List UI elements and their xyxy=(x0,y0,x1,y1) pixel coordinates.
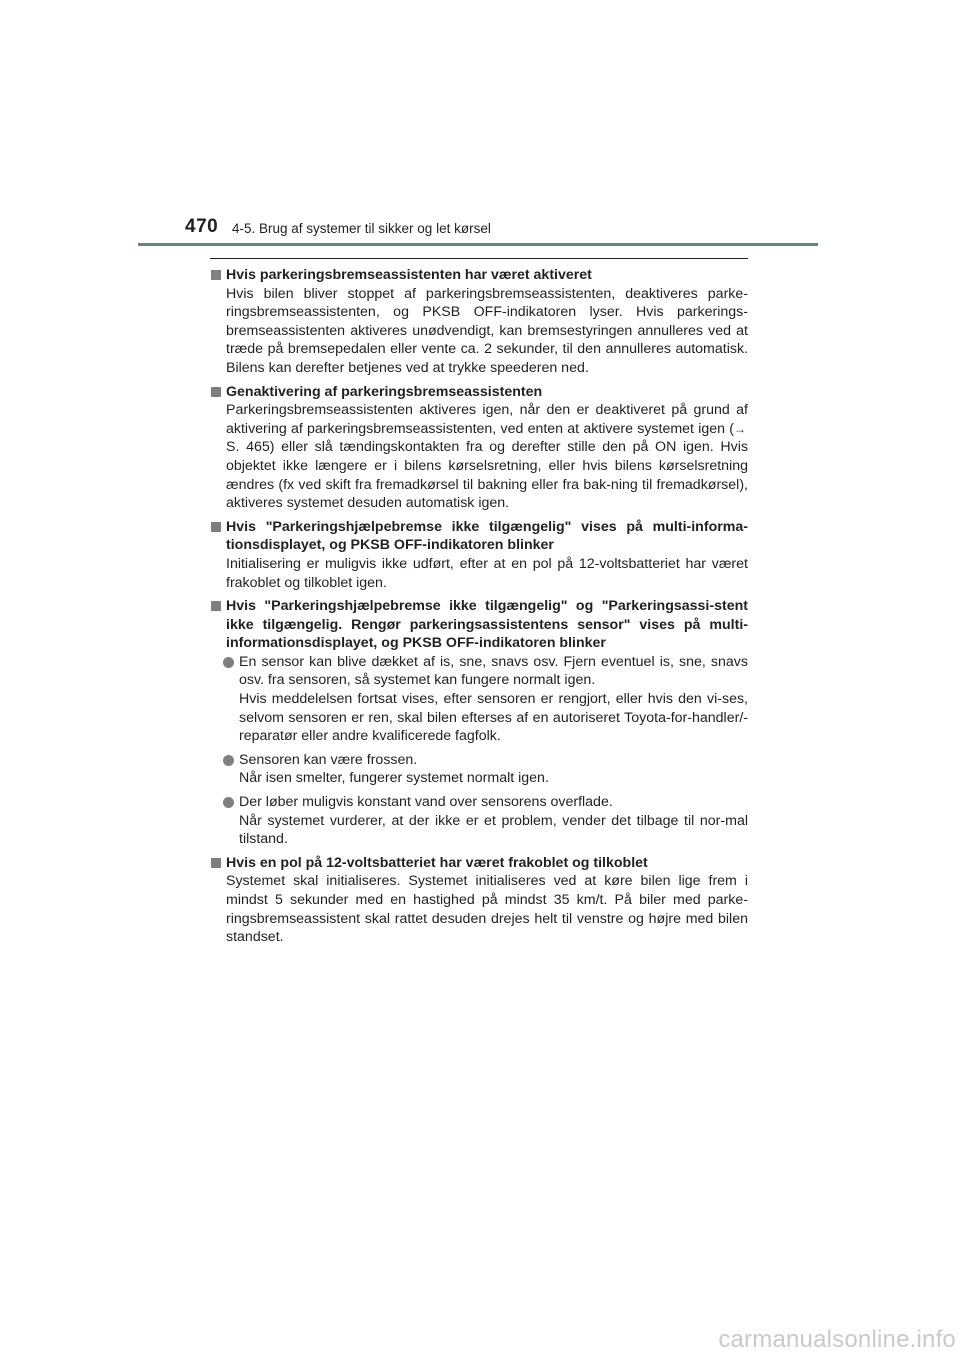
square-bullet-icon xyxy=(211,601,221,611)
bullet-text: Hvis meddelelsen fortsat vises, efter sensoren er rengjort, eller hvis den vi-ses, selvom sensoren er ren, skal bilen efterses af en autoriseret Toyota-for-handler/-reparatør eller andre kvalificerede fagfolk. xyxy=(239,691,748,745)
round-bullet-icon xyxy=(223,657,234,668)
square-bullet-icon xyxy=(211,858,221,868)
section-heading xyxy=(210,383,748,402)
list-item xyxy=(210,653,748,746)
header-rule xyxy=(138,243,818,246)
round-bullet-icon xyxy=(223,797,234,808)
body-text-before: Parkeringsbremseassistenten aktiveres igen, når den er deaktiveret på grund af aktivering af parkeringsbremseassistenten, ved enten at aktivere systemet igen ( xyxy=(226,402,748,437)
section-body xyxy=(210,401,748,513)
bullet-text: Når systemet vurderer, at der ikke er et problem, vender det tilbage til nor-mal tilstand. xyxy=(239,812,748,848)
bullet-text: En sensor kan blive dækket af is, sne, snavs osv. Fjern eventuel is, sne, snavs osv. fra sensoren, så systemet kan fungere normalt igen. xyxy=(239,653,748,689)
body-text-after: S. 465) eller slå tændingskontakten fra og derefter stille den på ON igen. Hvis objektet ikke længere er i bilens kørselsretning, eller hvis bilens kørselsretning ændres (fx ved skift fra fremadkørsel til bakning eller fra bak-ning til fremadkørsel), aktiveres systemet desuden automatisk igen. xyxy=(226,439,748,512)
section-divider xyxy=(210,258,748,259)
section-reactivation xyxy=(210,383,748,513)
section-body: Initialisering er muligvis ikke udført, efter at en pol på 12-voltsbatteriet har været frakoblet og tilkoblet igen. xyxy=(226,555,748,591)
chapter-title: 4-5. Brug af systemer til sikker og let kørsel xyxy=(232,221,491,236)
section-active-brake-assist xyxy=(210,266,748,378)
square-bullet-icon xyxy=(211,387,221,397)
list-item xyxy=(210,751,748,788)
section-battery-reconnected xyxy=(210,854,748,947)
section-title: Hvis parkeringsbremseassistenten har været aktiveret xyxy=(226,267,592,283)
page-number: 470 xyxy=(185,216,219,237)
section-body: Systemet skal initialiseres. Systemet initialiseres ved at køre bilen lige frem i mindst 5 sekunder med en hastighed på mindst 35 km/t. På biler med parke-ringsbremseassistent skal rattet desuden drejes helt til venstre og højre med bilen standset. xyxy=(226,873,748,946)
round-bullet-icon xyxy=(223,755,234,766)
section-heading xyxy=(210,266,748,285)
section-sensor-unavailable xyxy=(210,597,748,849)
section-title: Genaktivering af parkeringsbremseassistenten xyxy=(226,383,543,400)
section-title: Hvis "Parkeringshjælpebremse ikke tilgængelig" og "Parkeringsassi-stent ikke tilgængelig. Rengør parkeringsassistentens sensor" vises på multi-informationsdisplayet, og PKSB OFF-indikatoren blinker xyxy=(226,598,748,652)
watermark-link[interactable]: carmanualsonline.info xyxy=(718,1326,956,1353)
page-reference-arrow-icon: → xyxy=(734,421,746,436)
section-heading xyxy=(210,597,748,653)
section-brake-unavailable xyxy=(210,518,748,592)
bullet-text: Sensoren kan være frossen. xyxy=(239,751,418,768)
section-heading xyxy=(210,854,748,873)
section-title: Hvis en pol på 12-voltsbatteriet har været frakoblet og tilkoblet xyxy=(226,854,648,871)
page-content xyxy=(210,266,748,952)
square-bullet-icon xyxy=(211,522,221,532)
square-bullet-icon xyxy=(211,270,221,280)
bullet-text: Når isen smelter, fungerer systemet normalt igen. xyxy=(239,770,549,787)
section-body: Hvis bilen bliver stoppet af parkeringsbremseassistenten, deaktiveres parke-ringsbremseassistenten, og PKSB OFF-indikatoren lyser. Hvis parkerings-bremseassistenten aktiveres unødvendigt, kan bremsestyringen annulleres ved at træde på bremsepedalen eller vente ca. 2 sekunder, til den annulleres automatisk. Bilens kan derefter betjenes ved at trykke speederen ned. xyxy=(226,285,748,376)
section-heading xyxy=(210,518,748,555)
list-item xyxy=(210,793,748,849)
bullet-text: Der løber muligvis konstant vand over sensorens overflade. xyxy=(239,794,613,811)
section-title: Hvis "Parkeringshjælpebremse ikke tilgængelig" vises på multi-informa-tionsdisplayet, og PKSB OFF-indikatoren blinker xyxy=(226,518,748,554)
